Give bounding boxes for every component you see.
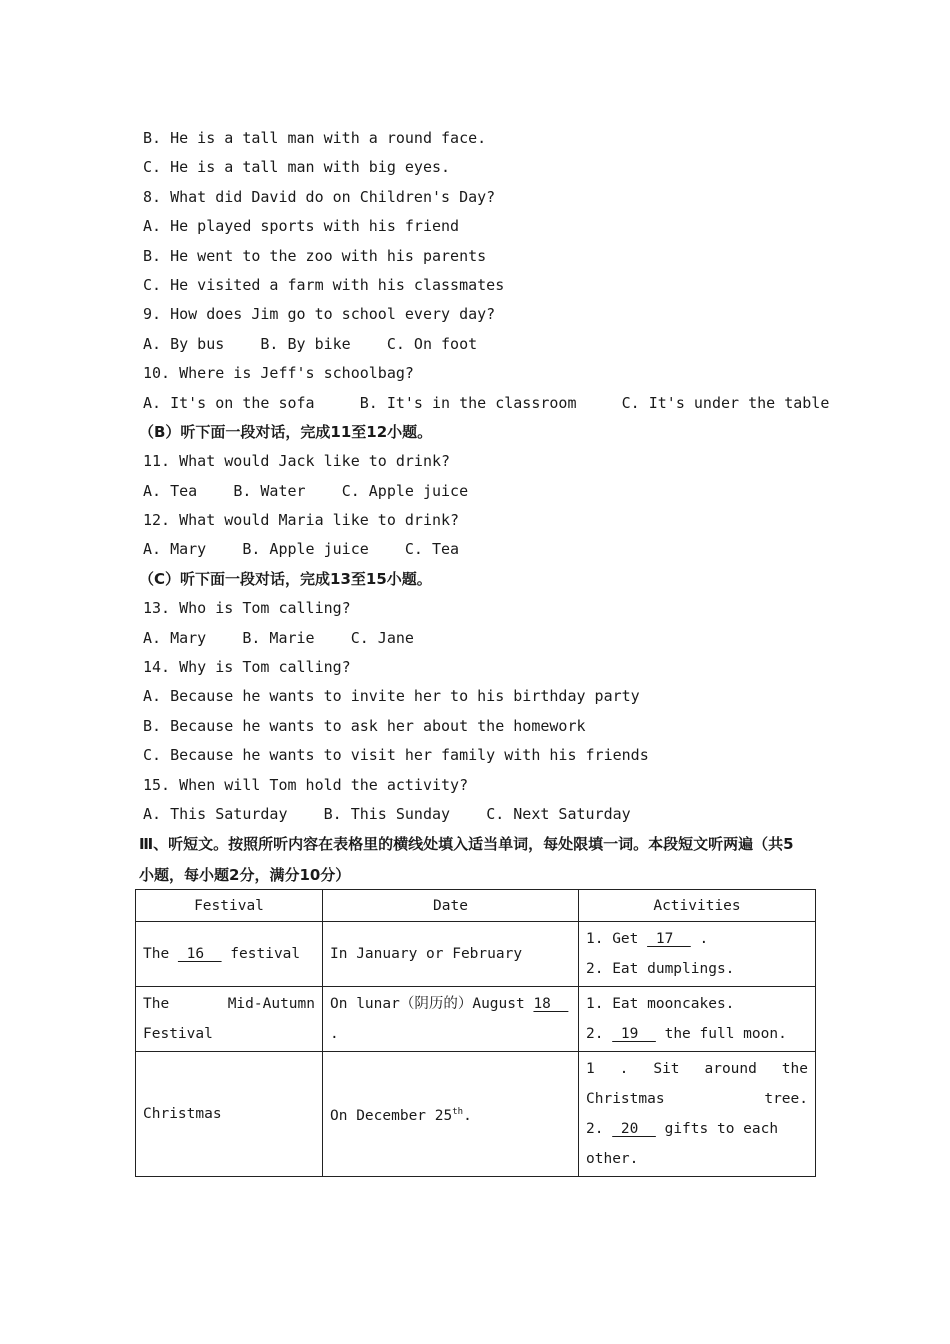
header-date: Date bbox=[323, 890, 579, 922]
row2-date-post: . bbox=[330, 1026, 339, 1042]
q8-option-a: A. He played sports with his friend bbox=[143, 217, 460, 236]
q10-option-b: B. It's in the classroom bbox=[359, 393, 577, 412]
row1-act1-pre: 1. Get bbox=[586, 931, 648, 947]
q9-option-c: C. On foot bbox=[386, 334, 478, 353]
row2-date bbox=[323, 987, 579, 1052]
q15-options bbox=[143, 800, 823, 829]
row1-activities bbox=[579, 922, 816, 987]
blank-18: 18 bbox=[533, 996, 569, 1012]
row2-activity-2 bbox=[586, 1019, 808, 1049]
q11-option-b: B. Water bbox=[233, 481, 306, 500]
q11-question: 11. What would Jack like to drink? bbox=[143, 452, 451, 471]
q11-options bbox=[143, 477, 823, 506]
q15-option-b: B. This Sunday bbox=[323, 804, 451, 823]
row2-activities bbox=[579, 987, 816, 1052]
q12-question: 12. What would Maria like to drink? bbox=[143, 511, 460, 530]
q14-option-c: C. Because he wants to visit her family with his friends bbox=[143, 746, 649, 765]
q8-option-c: C. He visited a farm with his classmates bbox=[143, 275, 505, 294]
row3-date-sup: th bbox=[452, 1107, 464, 1118]
blank-20: 20 bbox=[612, 1121, 656, 1137]
q9-options bbox=[143, 330, 823, 359]
table-row bbox=[136, 987, 816, 1052]
q13-question: 13. Who is Tom calling? bbox=[143, 599, 351, 618]
row2-activity-1: 1. Eat mooncakes. bbox=[586, 996, 735, 1012]
row2-festival: The Mid-Autumn Festival bbox=[136, 987, 323, 1052]
header-festival: Festival bbox=[136, 890, 323, 922]
table-row bbox=[136, 922, 816, 987]
row3-date bbox=[323, 1052, 579, 1177]
section-3-heading: Ⅲ、听短文。按照所听内容在表格里的横线处填入适当单词，每处限填一词。本段短文听两遍（共5小题，每小题2分，满分10分） bbox=[139, 835, 794, 885]
row3-festival: Christmas bbox=[136, 1052, 323, 1177]
q15-option-a: A. This Saturday bbox=[143, 804, 288, 823]
q13-option-b: B. Marie bbox=[242, 628, 315, 647]
q12-options bbox=[143, 535, 823, 564]
q13-option-c: C. Jane bbox=[350, 628, 414, 647]
row3-activity-2 bbox=[586, 1114, 808, 1174]
q14-option-a: A. Because he wants to invite her to his birthday party bbox=[143, 687, 640, 706]
q10-option-a: A. It's on the sofa bbox=[143, 393, 315, 412]
q11-option-c: C. Apple juice bbox=[341, 481, 469, 500]
q10-options bbox=[143, 389, 830, 418]
q9-option-a: A. By bus bbox=[143, 334, 225, 353]
row3-activity-1: 1 . Sit around the Christmas tree. bbox=[586, 1061, 808, 1107]
blank-17: 17 bbox=[647, 931, 691, 947]
section-c-heading: （C）听下面一段对话，完成13至15小题。 bbox=[139, 569, 432, 588]
q10-question: 10. Where is Jeff's schoolbag? bbox=[143, 364, 414, 383]
q12-option-a: A. Mary bbox=[143, 540, 207, 559]
q8-question: 8. What did David do on Children's Day? bbox=[143, 187, 496, 206]
q12-option-c: C. Tea bbox=[404, 540, 460, 559]
table-header-row bbox=[136, 890, 816, 922]
row2-act2-pre: 2. bbox=[586, 1026, 613, 1042]
row1-festival-post: festival bbox=[221, 946, 301, 962]
q13-option-a: A. Mary bbox=[143, 628, 207, 647]
q15-option-c: C. Next Saturday bbox=[486, 804, 631, 823]
blank-16: 16 bbox=[177, 946, 222, 962]
row3-act2-pre: 2. bbox=[586, 1121, 613, 1137]
row2-date-pre: On lunar（阴历的）August bbox=[330, 996, 534, 1012]
q14-option-b: B. Because he wants to ask her about the homework bbox=[143, 716, 586, 735]
q11-option-a: A. Tea bbox=[143, 481, 198, 500]
blank-19: 19 bbox=[612, 1026, 656, 1042]
table-row bbox=[136, 1052, 816, 1177]
q10-option-c: C. It's under the table bbox=[621, 393, 830, 412]
q8-option-b: B. He went to the zoo with his parents bbox=[143, 246, 487, 265]
q7-option-c: C. He is a tall man with big eyes. bbox=[143, 158, 451, 177]
q9-option-b: B. By bike bbox=[260, 334, 351, 353]
q15-question: 15. When will Tom hold the activity? bbox=[143, 775, 469, 794]
row1-activity-1 bbox=[586, 924, 808, 954]
row3-act2-post: gifts to each other. bbox=[586, 1121, 779, 1167]
header-activities: Activities bbox=[579, 890, 816, 922]
row1-act1-post: . bbox=[690, 931, 709, 947]
row1-festival-pre: The bbox=[143, 946, 178, 962]
row2-act2-post: the full moon. bbox=[655, 1026, 787, 1042]
section-b-heading: （B）听下面一段对话，完成11至12小题。 bbox=[139, 422, 433, 441]
q7-option-b: B. He is a tall man with a round face. bbox=[143, 129, 487, 147]
q14-question: 14. Why is Tom calling? bbox=[143, 658, 351, 677]
q13-options bbox=[143, 624, 823, 653]
row1-date: In January or February bbox=[323, 922, 579, 987]
row1-festival bbox=[136, 922, 323, 987]
row1-activity-2: 2. Eat dumplings. bbox=[586, 961, 735, 977]
row3-activities bbox=[579, 1052, 816, 1177]
q12-option-b: B. Apple juice bbox=[242, 540, 369, 559]
q9-question: 9. How does Jim go to school every day? bbox=[143, 305, 496, 324]
row3-date-pre: On December 25 bbox=[330, 1107, 453, 1124]
festival-table bbox=[135, 889, 816, 1177]
question-list bbox=[139, 124, 830, 891]
row3-date-post: . bbox=[463, 1107, 472, 1124]
